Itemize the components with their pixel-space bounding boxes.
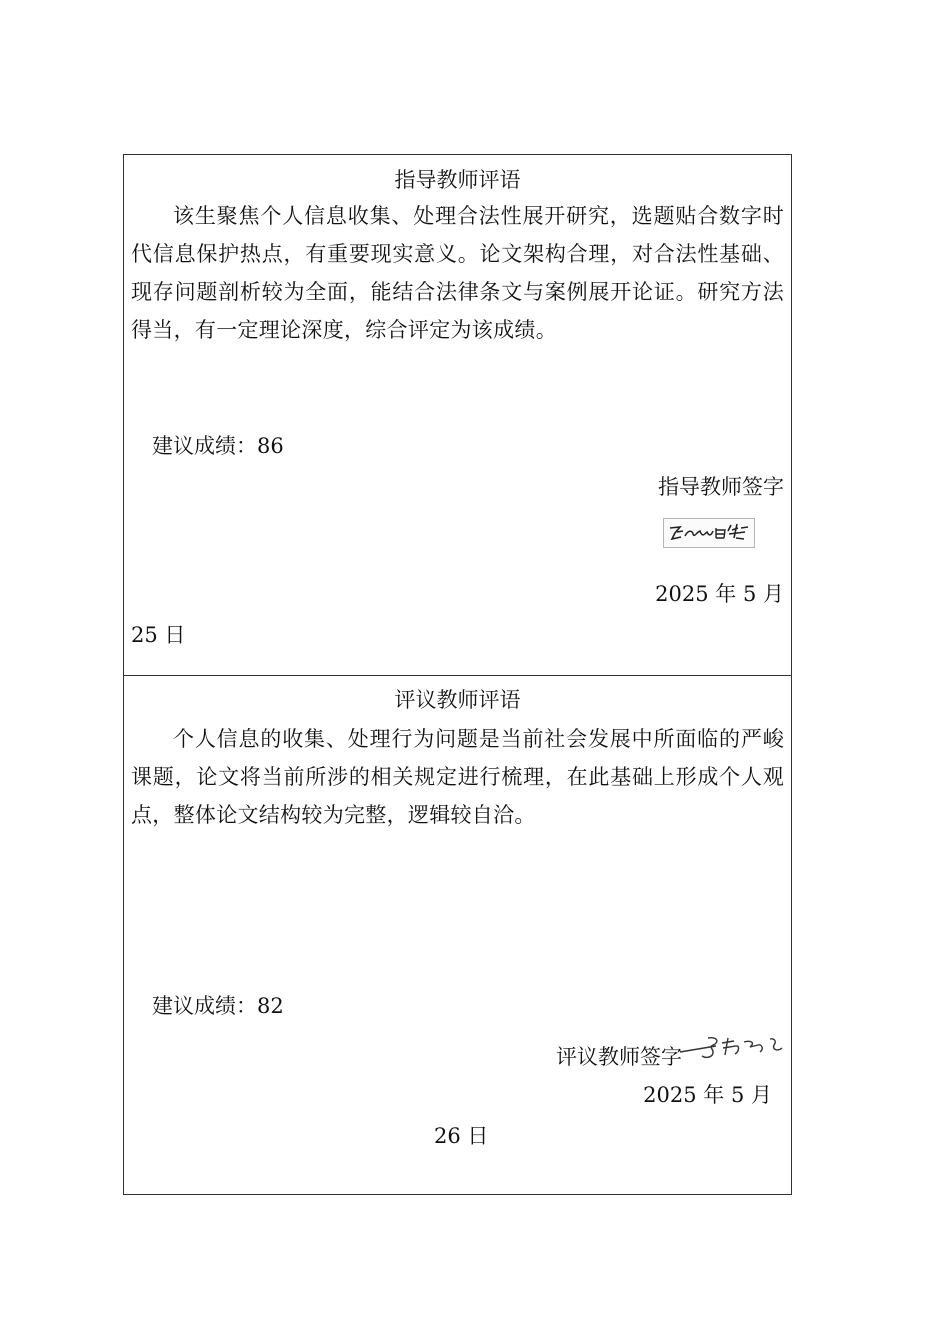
reviewer-signature-label: 评议教师签字 (556, 1045, 682, 1069)
reviewer-date-line2: 26 日 (434, 1124, 489, 1148)
reviewer-date-line1: 2025 年 5 月 (643, 1083, 772, 1107)
section-divider (123, 675, 792, 676)
advisor-suggested-grade: 建议成绩：86 (152, 434, 284, 458)
advisor-signature-image (663, 518, 755, 548)
advisor-signature-strokes (664, 519, 754, 547)
advisor-comment-text: 该生聚焦个人信息收集、处理合法性展开研究，选题贴合数字时代信息保护热点，有重要现实意义。论文架构合理，对合法性基础、现存问题剖析较为全面，能结合法律条文与案例展开论证。研究方法得当，有一定理论深度，综合评定为该成绩。 (131, 204, 784, 342)
advisor-signature-label: 指导教师签字 (658, 475, 784, 499)
reviewer-suggested-grade: 建议成绩：82 (152, 994, 284, 1018)
advisor-comment-title: 指导教师评语 (394, 168, 521, 192)
reviewer-signature-strokes (678, 1034, 790, 1064)
reviewer-signature-image (678, 1034, 790, 1064)
advisor-date-line1: 2025 年 5 月 (655, 582, 784, 606)
reviewer-comment-title: 评议教师评语 (394, 688, 521, 712)
advisor-date-line2: 25 日 (131, 623, 186, 647)
reviewer-comment-text: 个人信息的收集、处理行为问题是当前社会发展中所面临的严峻课题，论文将当前所涉的相关规定进行梳理，在此基础上形成个人观点，整体论文结构较为完整，逻辑较自洽。 (131, 727, 784, 827)
